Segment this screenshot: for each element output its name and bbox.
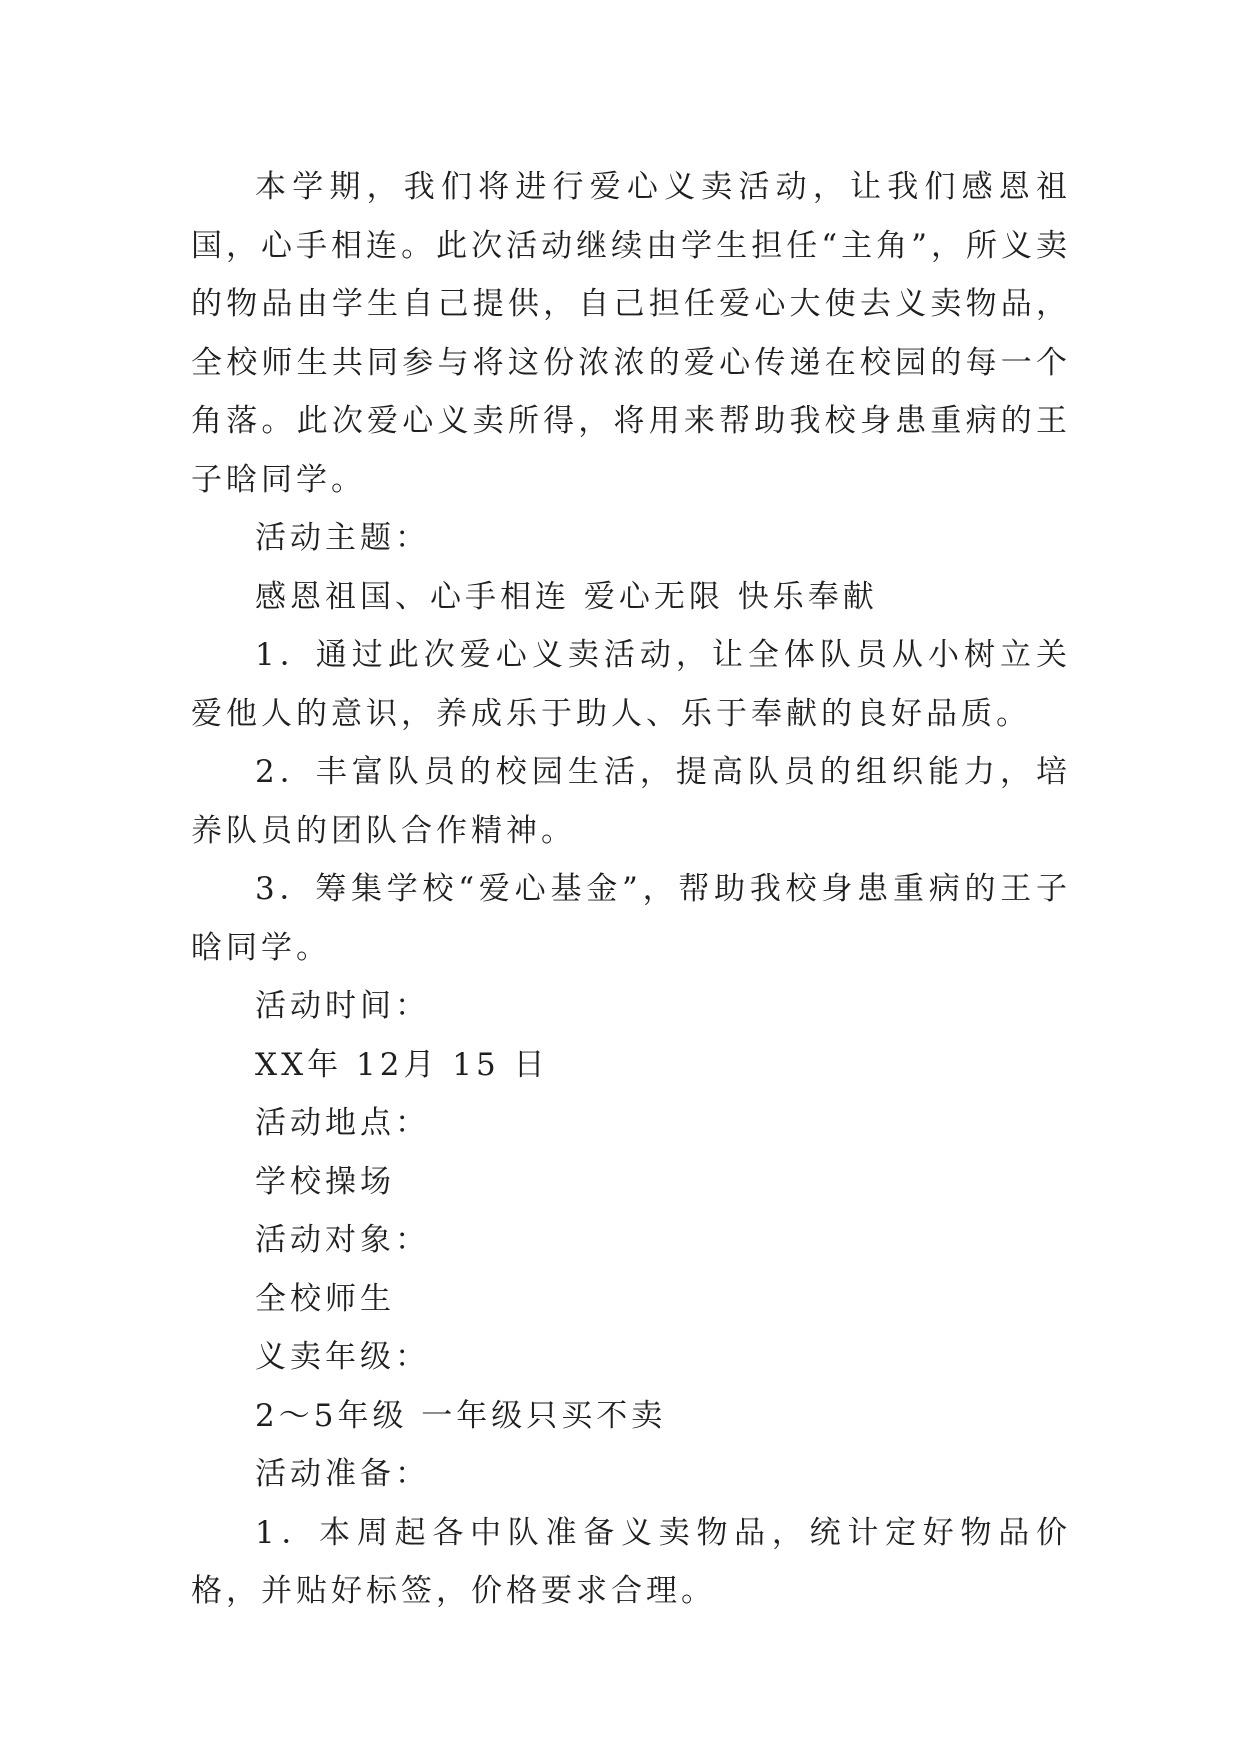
paragraph-grades: 2～5年级 一年级只买不卖 bbox=[255, 1397, 667, 1434]
paragraph-time: XX年 12月 15 日 bbox=[255, 1046, 549, 1083]
heading-grades: 义卖年级： bbox=[255, 1339, 430, 1375]
goal-item-1: 1．通过此次爱心义卖活动，让全体队员从小树立关爱他人的意识，养成乐于助人、乐于奉献的良好品质。 bbox=[191, 637, 1071, 732]
document-body bbox=[191, 158, 1071, 1621]
goal-item-2: 2．丰富队员的校园生活，提高队员的组织能力，培养队员的团队合作精神。 bbox=[191, 754, 1071, 849]
heading-time: 活动时间： bbox=[255, 988, 430, 1024]
heading-preparation: 活动准备： bbox=[255, 1456, 430, 1492]
heading-theme: 活动主题： bbox=[255, 520, 430, 556]
paragraph-location: 学校操场 bbox=[255, 1163, 395, 1200]
preparation-item-1: 1．本周起各中队准备义卖物品，统计定好物品价格，并贴好标签，价格要求合理。 bbox=[191, 1514, 1071, 1609]
goal-item-3: 3．筹集学校“爱心基金”，帮助我校身患重病的王子晗同学。 bbox=[191, 871, 1071, 966]
paragraph-audience: 全校师生 bbox=[255, 1280, 395, 1317]
paragraph-theme: 感恩祖国、心手相连 爱心无限 快乐奉献 bbox=[255, 578, 878, 615]
heading-audience: 活动对象： bbox=[255, 1222, 430, 1258]
heading-location: 活动地点： bbox=[255, 1105, 430, 1141]
paragraph-intro: 本学期，我们将进行爱心义卖活动，让我们感恩祖国，心手相连。此次活动继续由学生担任“主角”，所义卖的物品由学生自己提供，自己担任爱心大使去义卖物品，全校师生共同参与将这份浓浓的爱心传递在校园的每一个角落。此次爱心义卖所得，将用来帮助我校身患重病的王子晗同学。 bbox=[191, 169, 1071, 498]
